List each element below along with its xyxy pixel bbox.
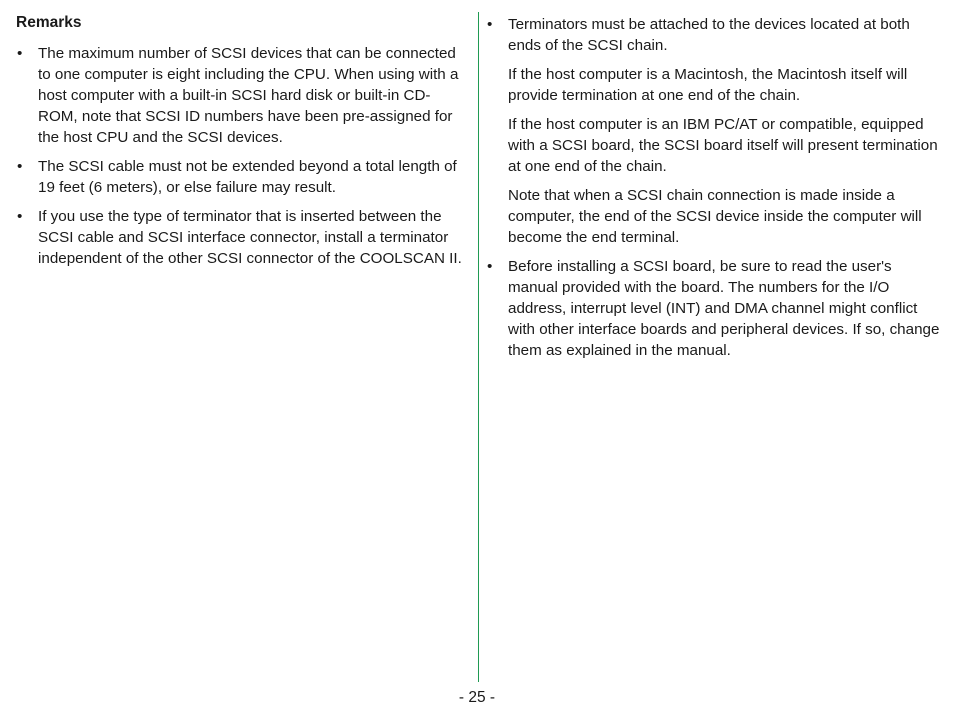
bullet-icon: • (487, 258, 493, 275)
page-number: - 25 - (458, 689, 496, 706)
list-item-text: Terminators must be attached to the devices located at both ends of the SCSI chain. (508, 16, 910, 54)
macintosh-paragraph: If the host computer is a Macintosh, the Macintosh itself will provide termination at one end of the chain. (508, 66, 908, 104)
column-divider (478, 12, 479, 682)
list-item (486, 256, 940, 361)
list-item (16, 43, 464, 148)
list-item (16, 206, 464, 269)
list-item-text: The SCSI cable must not be extended beyond a total length of 19 feet (6 meters), or else failure may result. (38, 158, 457, 196)
right-column (486, 14, 940, 369)
bullet-icon: • (17, 45, 23, 62)
list-item-text: Before installing a SCSI board, be sure to read the user's manual provided with the board. The numbers for the I/O address, interrupt level (INT) and DMA channel might conflict with other interface boards and peripheral devices. If so, change them as explained in the manual. (508, 258, 940, 359)
bullet-icon: • (17, 208, 23, 225)
remarks-heading: Remarks (16, 14, 82, 31)
ibm-pc-paragraph: If the host computer is an IBM PC/AT or compatible, equipped with a SCSI board, the SCSI board itself will present termination at one end of the chain. (508, 116, 938, 175)
internal-chain-paragraph: Note that when a SCSI chain connection is made inside a computer, the end of the SCSI device inside the computer will become the end terminal. (508, 187, 922, 246)
bullet-icon: • (17, 158, 23, 175)
list-item (16, 156, 464, 198)
list-item-text: If you use the type of terminator that is inserted between the SCSI cable and SCSI interface connector, install a terminator independent of the other SCSI connector of the COOLSCAN II. (38, 208, 462, 267)
bullet-icon: • (487, 16, 493, 33)
list-item (486, 14, 940, 56)
left-column (16, 12, 464, 277)
list-item-text: The maximum number of SCSI devices that can be connected to one computer is eight including the CPU. When using with a host computer with a built-in SCSI hard disk or built-in CD-ROM, note that SCSI ID numbers have been pre-assigned for the host CPU and the SCSI devices. (38, 45, 459, 146)
